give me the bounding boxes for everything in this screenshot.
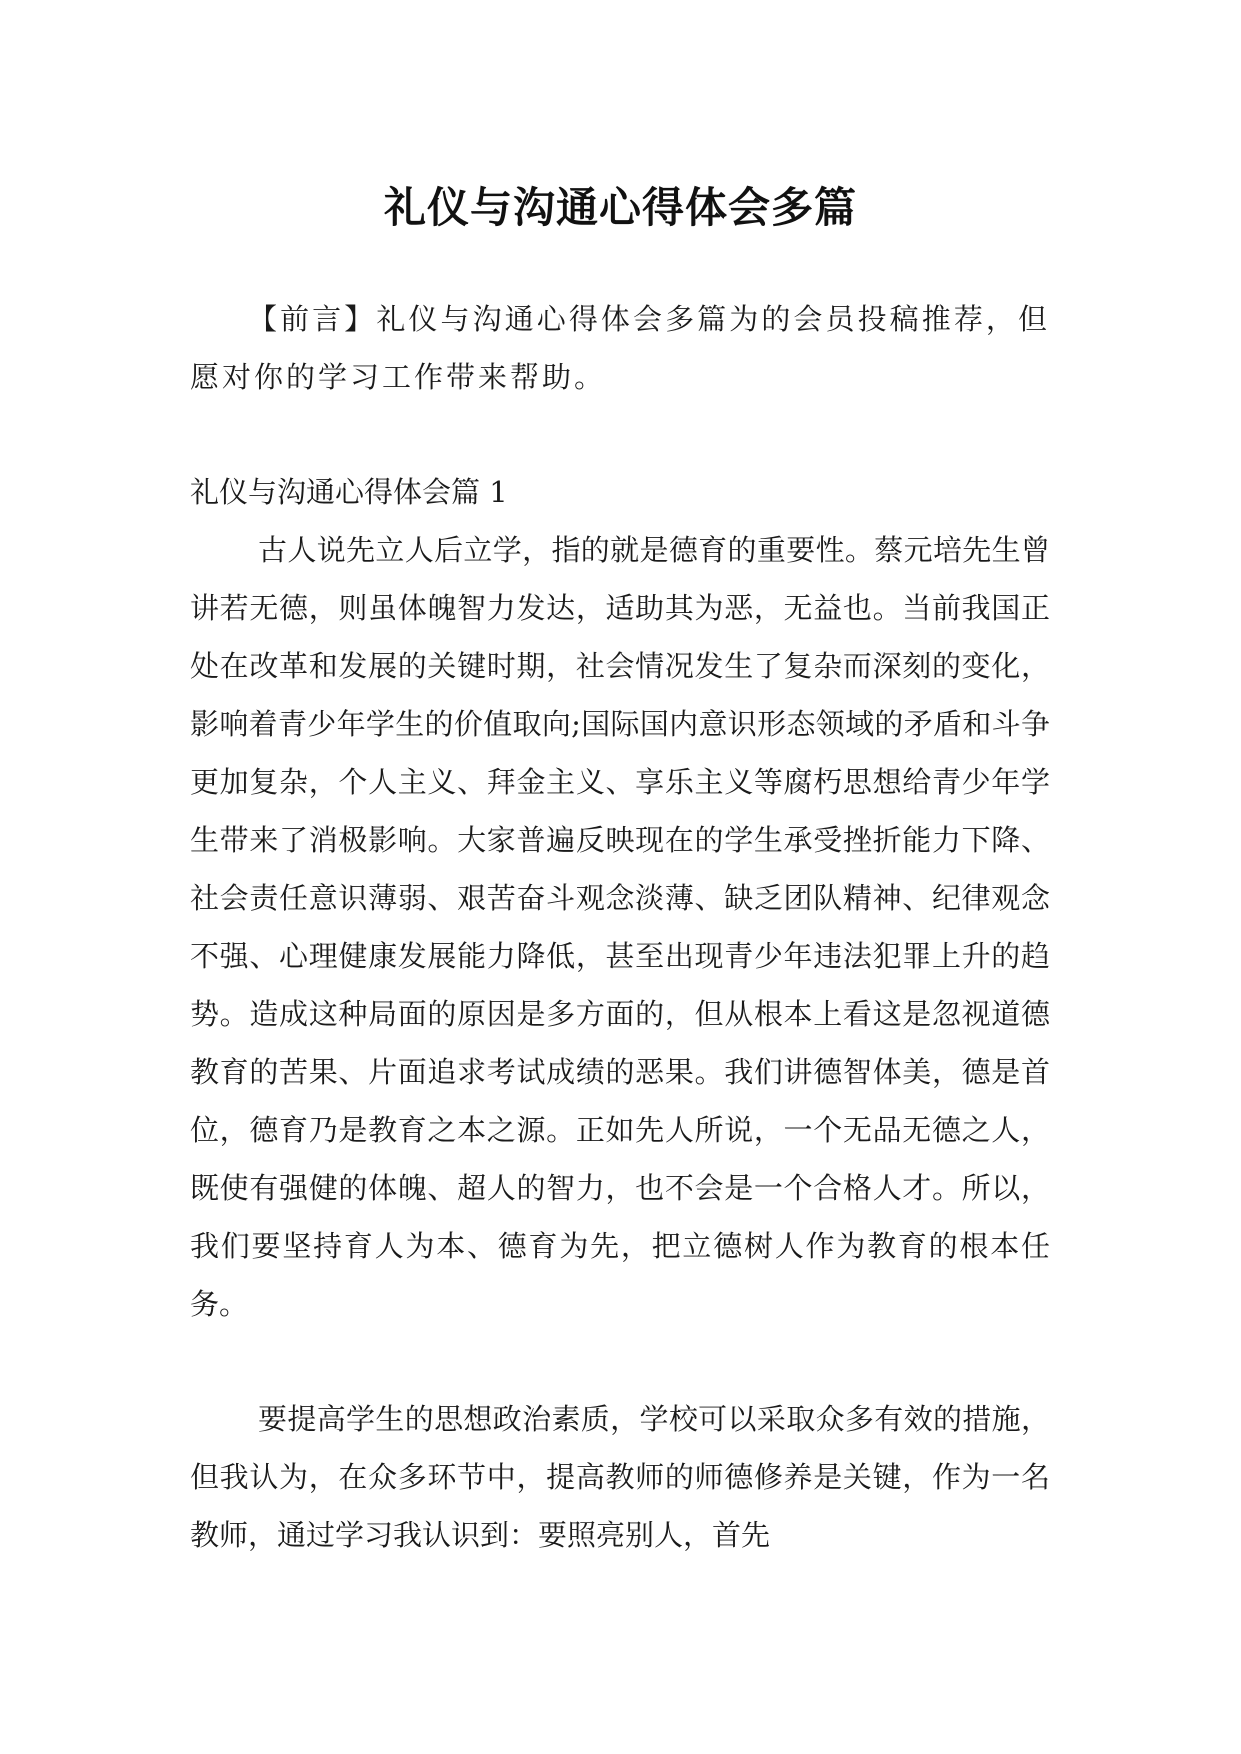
section-heading: 礼仪与沟通心得体会篇 1 <box>190 475 508 509</box>
preface-paragraph: 【前言】礼仪与沟通心得体会多篇为的会员投稿推荐，但愿对你的学习工作带来帮助。 <box>190 302 1050 394</box>
body-paragraph-2: 要提高学生的思想政治素质，学校可以采取众多有效的措施，但我认为，在众多环节中，提高教师的师德修养是关键，作为一名教师，通过学习我认识到：要照亮别人，首先 <box>190 1402 1050 1552</box>
page-title: 礼仪与沟通心得体会多篇 <box>383 183 857 233</box>
body-paragraph-1: 古人说先立人后立学，指的就是德育的重要性。蔡元培先生曾讲若无德，则虽体魄智力发达，适助其为恶，无益也。当前我国正处在改革和发展的关键时期，社会情况发生了复杂而深刻的变化，影响着青少年学生的价值取向;国际国内意识形态领域的矛盾和斗争更加复杂，个人主义、拜金主义、享乐主义等腐朽思想给青少年学生带来了消极影响。大家普遍反映现在的学生承受挫折能力下降、社会责任意识薄弱、艰苦奋斗观念淡薄、缺乏团队精神、纪律观念不强、心理健康发展能力降低，甚至出现青少年违法犯罪上升的趋势。造成这种局面的原因是多方面的，但从根本上看这是忽视道德教育的苦果、片面追求考试成绩的恶果。我们讲德智体美，德是首位，德育乃是教育之本之源。正如先人所说，一个无品无德之人，既使有强健的体魄、超人的智力，也不会是一个合格人才。所以，我们要坚持育人为本、德育为先，把立德树人作为教育的根本任务。 <box>190 533 1050 1321</box>
